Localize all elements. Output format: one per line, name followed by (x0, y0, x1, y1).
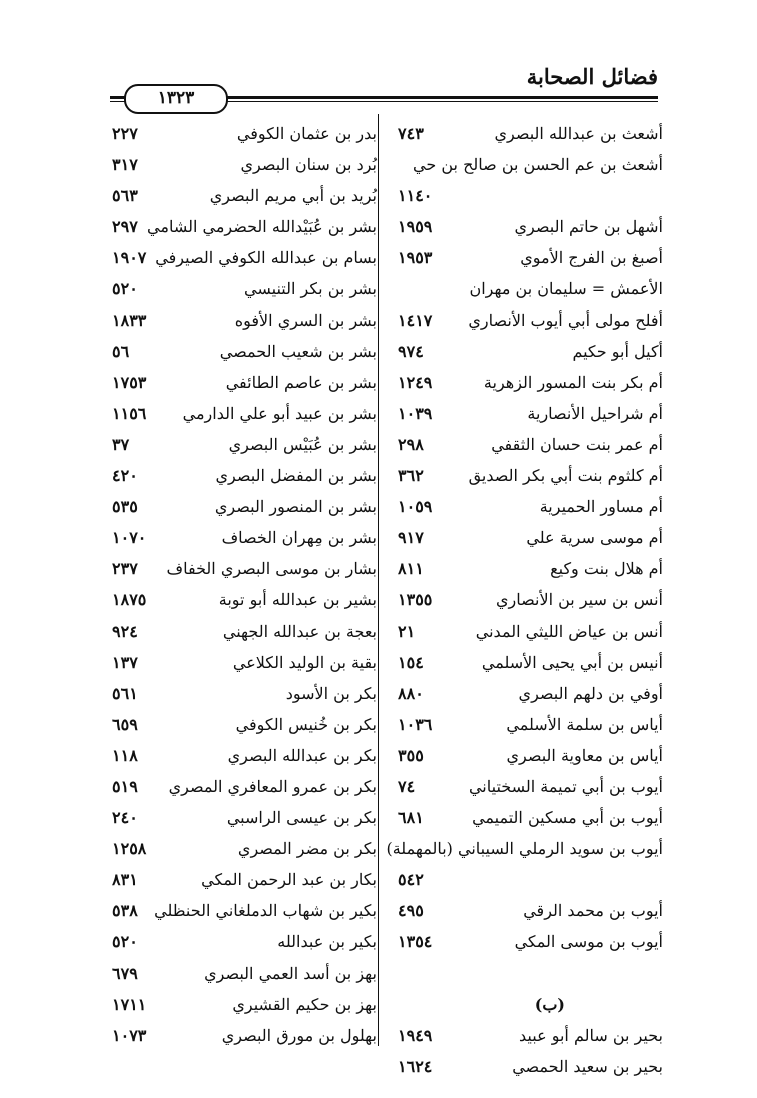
index-entry (398, 180, 663, 211)
entry-name: أم موسى سرية علي (526, 528, 663, 548)
index-entry (398, 678, 663, 709)
index-entry (112, 429, 377, 460)
index-entry (112, 553, 377, 584)
entry-name: أشعث بن عم الحسن بن صالح بن حي (413, 155, 663, 175)
index-entry (398, 647, 663, 678)
index-entry (398, 584, 663, 615)
index-entry (398, 460, 663, 491)
index-entry (398, 149, 663, 180)
index-entry (398, 926, 663, 957)
index-entry (112, 864, 377, 895)
entry-name: أصبغ بن الفرج الأموي (520, 248, 663, 268)
index-entry (112, 367, 377, 398)
entry-page-number: ١٠٧٣ (112, 1025, 147, 1045)
entry-page-number: ١٠٧٠ (112, 528, 147, 548)
index-entry (112, 616, 377, 647)
entry-name: بشر بن المفضل البصري (215, 466, 377, 486)
index-entry (112, 1020, 377, 1051)
entry-page-number: ٥٦ (112, 341, 130, 361)
entry-name: أم شراحيل الأنصارية (527, 403, 663, 423)
index-entry (112, 740, 377, 771)
index-entry (112, 678, 377, 709)
entry-page-number: ١٠٥٩ (398, 497, 433, 517)
index-entry (398, 118, 663, 149)
entry-page-number: ٣٥٥ (398, 745, 424, 765)
entry-name: أياس بن معاوية البصري (506, 745, 663, 765)
entry-page-number: ١٩٥٣ (398, 248, 433, 268)
entry-name: بقية بن الوليد الكلاعي (232, 652, 377, 672)
entry-name: بشر بن عُبَيْس البصري (228, 434, 377, 454)
index-entry (398, 242, 663, 273)
index-entry (112, 273, 377, 304)
entry-name: بشر بن شعيب الحمصي (219, 341, 377, 361)
entry-page-number: ١٠٣٦ (398, 714, 433, 734)
entry-name: أنس بن سير بن الأنصاري (496, 590, 663, 610)
entry-name: أيوب بن أبي مسكين التميمي (472, 808, 663, 828)
entry-page-number: ٦٧٩ (112, 963, 138, 983)
entry-name: أيوب بن موسى المكي (514, 932, 663, 952)
entry-name: أيوب بن سويد الرملي السيباني (بالمهملة) (386, 839, 663, 859)
entry-name: أوفي بن دلهم البصري (518, 683, 663, 703)
entry-page-number: ٢٩٨ (398, 434, 424, 454)
entry-name: بكير بن عبدالله (277, 932, 377, 952)
entry-name: أم هلال بنت وكيع (550, 559, 663, 579)
entry-page-number: ٨٣١ (112, 870, 138, 890)
index-entry (398, 864, 663, 895)
entry-page-number: ١٩٤٩ (398, 1025, 433, 1045)
index-entry (112, 460, 377, 491)
index-entry (398, 336, 663, 367)
index-entry (398, 709, 663, 740)
entry-name: بشار بن موسى البصري الخفاف (166, 559, 377, 579)
entry-name: بحير بن سعيد الحمصي (512, 1056, 663, 1076)
entry-page-number: ٥٤٢ (398, 870, 424, 890)
entry-name: (ب) (534, 994, 565, 1014)
entry-page-number: ١٨٧٥ (112, 590, 147, 610)
entry-page-number: ١١٨ (112, 745, 138, 765)
entry-page-number: ٤٢٠ (112, 466, 138, 486)
entry-name: بشر بن بكر التنيسي (244, 279, 377, 299)
index-entry (398, 958, 663, 989)
index-entry (112, 833, 377, 864)
entry-page-number: ٧٤ (398, 776, 416, 796)
entry-page-number: ٨١١ (398, 559, 424, 579)
entry-page-number: ١٠٣٩ (398, 403, 433, 423)
entry-page-number: ١٩٥٩ (398, 217, 433, 237)
index-entry (386, 833, 663, 864)
entry-page-number: ٩١٧ (398, 528, 424, 548)
index-entry (398, 740, 663, 771)
entry-page-number: ٦٨١ (398, 808, 424, 828)
index-entry (112, 118, 377, 149)
index-column-right (386, 118, 663, 1082)
entry-page-number: ٧٤٣ (398, 124, 424, 143)
entry-page-number: ٦٥٩ (112, 714, 138, 734)
index-entry (112, 336, 377, 367)
entry-page-number: ٥٦٣ (112, 186, 138, 206)
entry-page-number: ١٣٥٥ (398, 590, 433, 610)
entry-page-number: ٩٧٤ (398, 341, 424, 361)
column-divider (378, 114, 379, 1046)
entry-page-number: ٣٦٢ (398, 466, 424, 486)
index-entry (398, 1020, 663, 1051)
entry-page-number: ٥٢٠ (112, 932, 138, 952)
entry-name: بهز بن حكيم القشيري (232, 994, 377, 1014)
index-column-left (112, 118, 377, 1051)
entry-name: بحير بن سالم أبو عبيد (519, 1025, 663, 1045)
entry-page-number: ١٦٢٤ (398, 1056, 433, 1076)
entry-name: بكر بن خُنيس الكوفي (235, 714, 377, 734)
entry-page-number: ١٤١٧ (398, 310, 433, 330)
index-entry (112, 522, 377, 553)
entry-name: أيوب بن محمد الرقي (523, 901, 663, 921)
index-entry (398, 429, 663, 460)
index-entry (112, 305, 377, 336)
entry-page-number: ٥٦١ (112, 683, 138, 703)
entry-page-number: ١٢٤٩ (398, 372, 433, 392)
index-entry (398, 895, 663, 926)
entry-name: بشير بن عبدالله أبو توبة (218, 590, 377, 610)
entry-page-number: ٢٩٧ (112, 217, 138, 237)
entry-name: بشر بن عبيد أبو علي الدارمي (182, 403, 377, 423)
index-entry (398, 273, 663, 304)
entry-name: بهلول بن مورق البصري (221, 1025, 377, 1045)
index-entry (398, 771, 663, 802)
entry-name: بكير بن شهاب الدملغاني الحنظلي (154, 901, 377, 921)
entry-name: أشهل بن حاتم البصري (514, 217, 663, 237)
entry-page-number: ٢٢٧ (112, 124, 138, 143)
entry-name: أم بكر بنت المسور الزهرية (483, 372, 663, 392)
entry-page-number: ٢١ (398, 621, 416, 641)
index-entry (398, 305, 663, 336)
entry-name: أم عمر بنت حسان الثقفي (491, 434, 663, 454)
entry-page-number: ٥٣٥ (112, 497, 138, 517)
entry-page-number: ١٧٥٣ (112, 372, 147, 392)
entry-page-number: ٣١٧ (112, 155, 138, 175)
entry-page-number: ١٣٧ (112, 652, 138, 672)
entry-page-number: ٢٤٠ (112, 808, 138, 828)
index-entry (398, 1051, 663, 1082)
index-entry (112, 647, 377, 678)
entry-name: بشر بن عُبَيْدالله الحضرمي الشامي (147, 217, 377, 237)
entry-name: بسام بن عبدالله الكوفي الصيرفي (155, 248, 377, 268)
entry-name: بعجة بن عبدالله الجهني (222, 621, 377, 641)
section-letter-heading (398, 989, 663, 1020)
entry-name: أياس بن سلمة الأسلمي (506, 714, 663, 734)
entry-page-number: ١٨٣٣ (112, 310, 147, 330)
index-entry (398, 491, 663, 522)
entry-page-number: ١٩٠٧ (112, 248, 147, 268)
entry-name: بشر بن مِهران الخصاف (221, 528, 377, 548)
entry-page-number: ٩٢٤ (112, 621, 138, 641)
entry-page-number: ٣٧ (112, 434, 130, 454)
index-entry (112, 491, 377, 522)
index-entry (398, 553, 663, 584)
entry-name: بكار بن عبد الرحمن المكي (201, 870, 377, 890)
index-entry (112, 771, 377, 802)
entry-page-number: ١١٤٠ (398, 186, 433, 206)
index-entry (398, 367, 663, 398)
entry-name: بكر بن عيسى الراسبي (226, 808, 377, 828)
index-entry (112, 242, 377, 273)
index-entry (112, 584, 377, 615)
entry-page-number: ٤٩٥ (398, 901, 424, 921)
entry-name: بكر بن عمرو المعافري المصري (168, 776, 377, 796)
index-entry (398, 522, 663, 553)
index-entry (112, 895, 377, 926)
index-entry (112, 398, 377, 429)
running-title: فضائل الصحابة (526, 64, 658, 89)
entry-name: أم مساور الحميرية (539, 497, 663, 517)
entry-page-number: ١١٥٦ (112, 403, 147, 423)
index-entry (398, 211, 663, 242)
entry-name: أيوب بن أبي تميمة السختياني (468, 776, 663, 796)
entry-page-number: ١٧١١ (112, 994, 147, 1014)
index-entry (398, 802, 663, 833)
index-entry (112, 989, 377, 1020)
entry-name: أكيل أبو حكيم (572, 341, 663, 361)
entry-page-number: ٥١٩ (112, 776, 138, 796)
entry-name: أم كلثوم بنت أبي بكر الصديق (468, 466, 663, 486)
entry-name: أشعث بن عبدالله البصري (494, 124, 663, 143)
entry-name: بشر بن السري الأفوه (234, 310, 377, 330)
index-entry (112, 926, 377, 957)
entry-name: بكر بن عبدالله البصري (227, 745, 377, 765)
entry-name: بُريد بن أبي مريم البصري (209, 186, 377, 206)
page-number: ١٣٢٣ (124, 84, 228, 114)
entry-name: بشر بن عاصم الطائفي (225, 372, 377, 392)
entry-name: بهز بن أسد العمي البصري (204, 963, 377, 983)
entry-name: أنيس بن أبي يحيى الأسلمي (481, 652, 663, 672)
index-entry (398, 616, 663, 647)
entry-name: بُرد بن سنان البصري (240, 155, 377, 175)
entry-page-number: ١٣٥٤ (398, 932, 433, 952)
entry-page-number: ١٥٤ (398, 652, 424, 672)
index-entry (112, 211, 377, 242)
index-entry (112, 958, 377, 989)
index-entry (112, 802, 377, 833)
entry-page-number: ٨٨٠ (398, 683, 424, 703)
page-header (110, 62, 658, 108)
entry-name: الأعمش = سليمان بن مهران (469, 279, 663, 299)
index-entry (112, 709, 377, 740)
entry-page-number: ١٢٥٨ (112, 839, 147, 859)
entry-name: بكر بن الأسود (285, 683, 377, 703)
entry-name: بدر بن عثمان الكوفي (236, 124, 377, 143)
index-entry (398, 398, 663, 429)
index-entry (112, 149, 377, 180)
entry-name: أنس بن عياض الليثي المدني (475, 621, 663, 641)
index-entry (112, 180, 377, 211)
entry-name: بشر بن المنصور البصري (214, 497, 377, 517)
entry-page-number: ٢٣٧ (112, 559, 138, 579)
entry-page-number: ٥٢٠ (112, 279, 138, 299)
entry-name: أفلح مولى أبي أيوب الأنصاري (468, 310, 663, 330)
entry-page-number: ٥٣٨ (112, 901, 138, 921)
entry-name: بكر بن مضر المصري (237, 839, 377, 859)
